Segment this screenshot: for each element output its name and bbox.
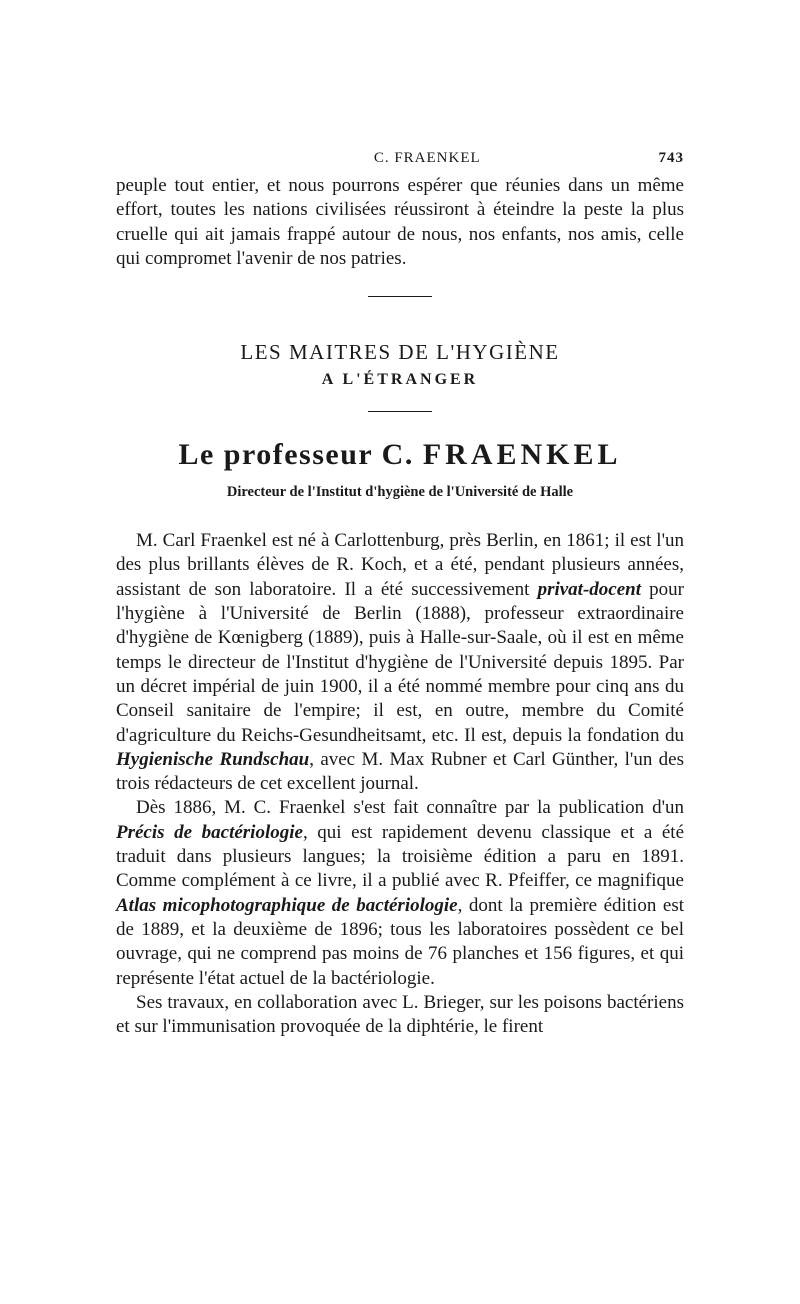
paragraph-2-text-b: , qui est rapidement devenu classique et a été traduit dans plusieurs langues; la troisième édition a paru en 1891. Comme complément à ce livre, il a publié avec R. Pfeiffer, ce magnifique (116, 821, 685, 892)
paragraph-1-text-b: pour l'hygiène à l'Université de Berlin (1888), professeur extraordinaire d'hygiène de Kœnigberg (1889), puis à Halle-sur-Saale, où il est en même temps le directeur de l'Institut d'hygiène de l'Université depuis 1895. Par un décret impérial de juin 1900, il a été nommé membre pour cinq ans du Conseil sanitaire de l'empire; il est, en outre, membre du Comité d'agriculture du Reichs-Gesundheitsamt, etc. Il est, depuis la fondation du (116, 578, 685, 746)
paragraph-2-italic-a: Précis de bactériologie (116, 821, 303, 843)
paragraph-1-text-c: , avec M. Max Rubner et Carl Günther, l'un des trois rédacteurs de cet excellent journal. (116, 748, 684, 795)
article-affiliation: Directeur de l'Institut d'hygiène de l'Université de Halle (226, 484, 574, 501)
intro-text (116, 174, 684, 271)
paragraph-3: Ses travaux, en collaboration avec L. Brieger, sur les poisons bactériens et sur l'immunisation provoquée de la diphtérie, le firent (116, 991, 684, 1038)
paragraph-1 (116, 529, 684, 796)
paragraph-1-text-a: M. Carl Fraenkel est né à Carlottenburg, près Berlin, en 1861; il est l'un des plus brillants élèves de R. Koch, et a été, pendant plusieurs années, assistant de son laboratoire. Il a été successivement (116, 530, 684, 600)
section-title: LES MAITRES DE L'HYGIÈNE (240, 340, 560, 365)
running-head (116, 150, 684, 174)
article-body (116, 529, 684, 1039)
paragraph-2 (116, 796, 684, 990)
page (116, 150, 684, 1039)
article-title-name: FRAENKEL (422, 438, 622, 472)
paragraph-1-italic-b: Hygienische Rundschau (116, 748, 310, 770)
running-head-author: C. FRAENKEL (373, 150, 481, 166)
paragraph-1-italic-a: privat-docent (537, 578, 641, 600)
paragraph-2-italic-b: Atlas micophotographique de bactériologie (116, 894, 458, 916)
paragraph-2-text-c: , dont la première édition est de 1889, et la deuxième de 1896; tous les laboratoires possèdent ce bel ouvrage, qui ne comprend pas moins de 76 planches et 156 figures, et qui représente l'état actuel de la bactériologie. (116, 894, 684, 989)
article-title (116, 438, 684, 472)
paragraph-2-text-a: Dès 1886, M. C. Fraenkel s'est fait connaître par la publication d'un (136, 797, 684, 819)
intro-paragraph: peuple tout entier, et nous pourrons espérer que réunies dans un même effort, toutes les nations civilisées réussiront à éteindre la peste la plus cruelle qui ait jamais frappé autour de nous, nos enfants, nos amis, celle qui compromet l'avenir de nos patries. (116, 175, 684, 269)
article-title-prefix: Le professeur C. (178, 438, 423, 472)
page-number: 743 (658, 150, 684, 166)
section-subtitle: A L'ÉTRANGER (321, 371, 479, 389)
